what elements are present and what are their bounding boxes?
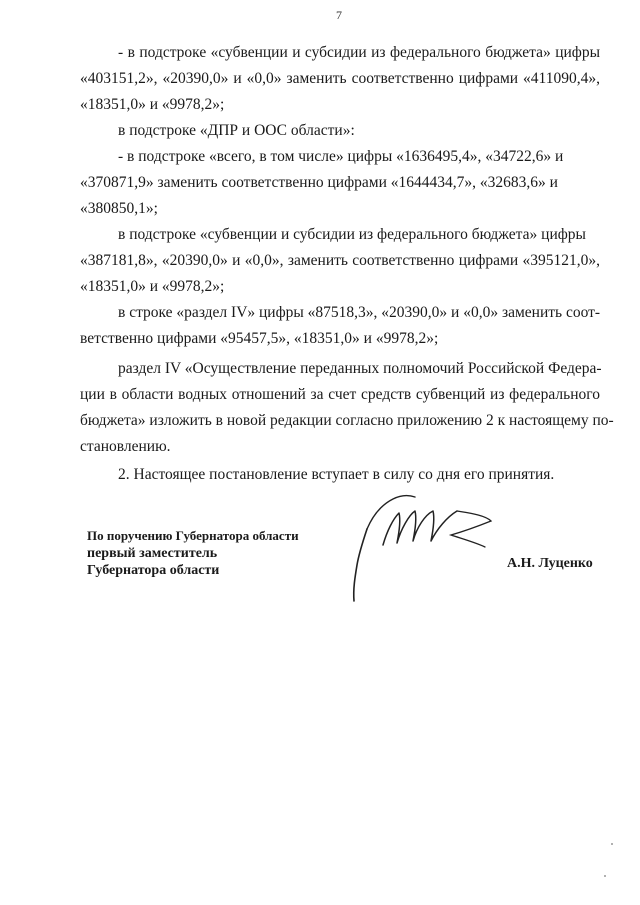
page-number: 7 — [336, 8, 342, 22]
text-line: - в подстроке «субвенции и субсидии из федерального бюджета» цифры — [118, 44, 600, 61]
text-line: в строке «раздел IV» цифры «87518,3», «20390,0» и «0,0» заменить соот- — [118, 304, 601, 321]
text-line: в подстроке «субвенции и субсидии из федерального бюджета» цифры — [118, 226, 586, 243]
text-line: в подстроке «ДПР и ООС области»: — [118, 122, 355, 139]
scan-speck — [611, 843, 613, 845]
handwritten-signature — [345, 485, 495, 610]
signatory-position: первый заместитель — [87, 546, 218, 561]
signatory-name: А.Н. Луценко — [507, 556, 593, 571]
text-line: бюджета» изложить в новой редакции согласно приложению 2 к настоящему по- — [80, 412, 614, 429]
text-line: ции в области водных отношений за счет средств субвенций из федерального — [80, 386, 600, 403]
text-line: 2. Настоящее постановление вступает в силу со дня его принятия. — [118, 466, 555, 483]
text-line: «18351,0» и «9978,2»; — [80, 96, 225, 113]
text-line: «387181,8», «20390,0» и «0,0», заменить соответственно цифрами «395121,0», — [80, 252, 600, 269]
text-line: «18351,0» и «9978,2»; — [80, 278, 225, 295]
text-line: «380850,1»; — [80, 200, 158, 217]
text-line: ветственно цифрами «95457,5», «18351,0» и «9978,2»; — [80, 330, 439, 347]
text-line: становлению. — [80, 438, 171, 455]
text-line: раздел IV «Осуществление переданных полномочий Российской Федера- — [118, 360, 602, 377]
text-line: «403151,2», «20390,0» и «0,0» заменить соответственно цифрами «411090,4», — [80, 70, 600, 87]
text-line: - в подстроке «всего, в том числе» цифры «1636495,4», «34722,6» и — [118, 148, 564, 165]
text-line: «370871,9» заменить соответственно цифрами «1644434,7», «32683,6» и — [80, 174, 558, 191]
signatory-mandate: По поручению Губернатора области — [87, 528, 299, 543]
signatory-position-cont: Губернатора области — [87, 563, 220, 578]
scan-speck — [604, 875, 606, 877]
